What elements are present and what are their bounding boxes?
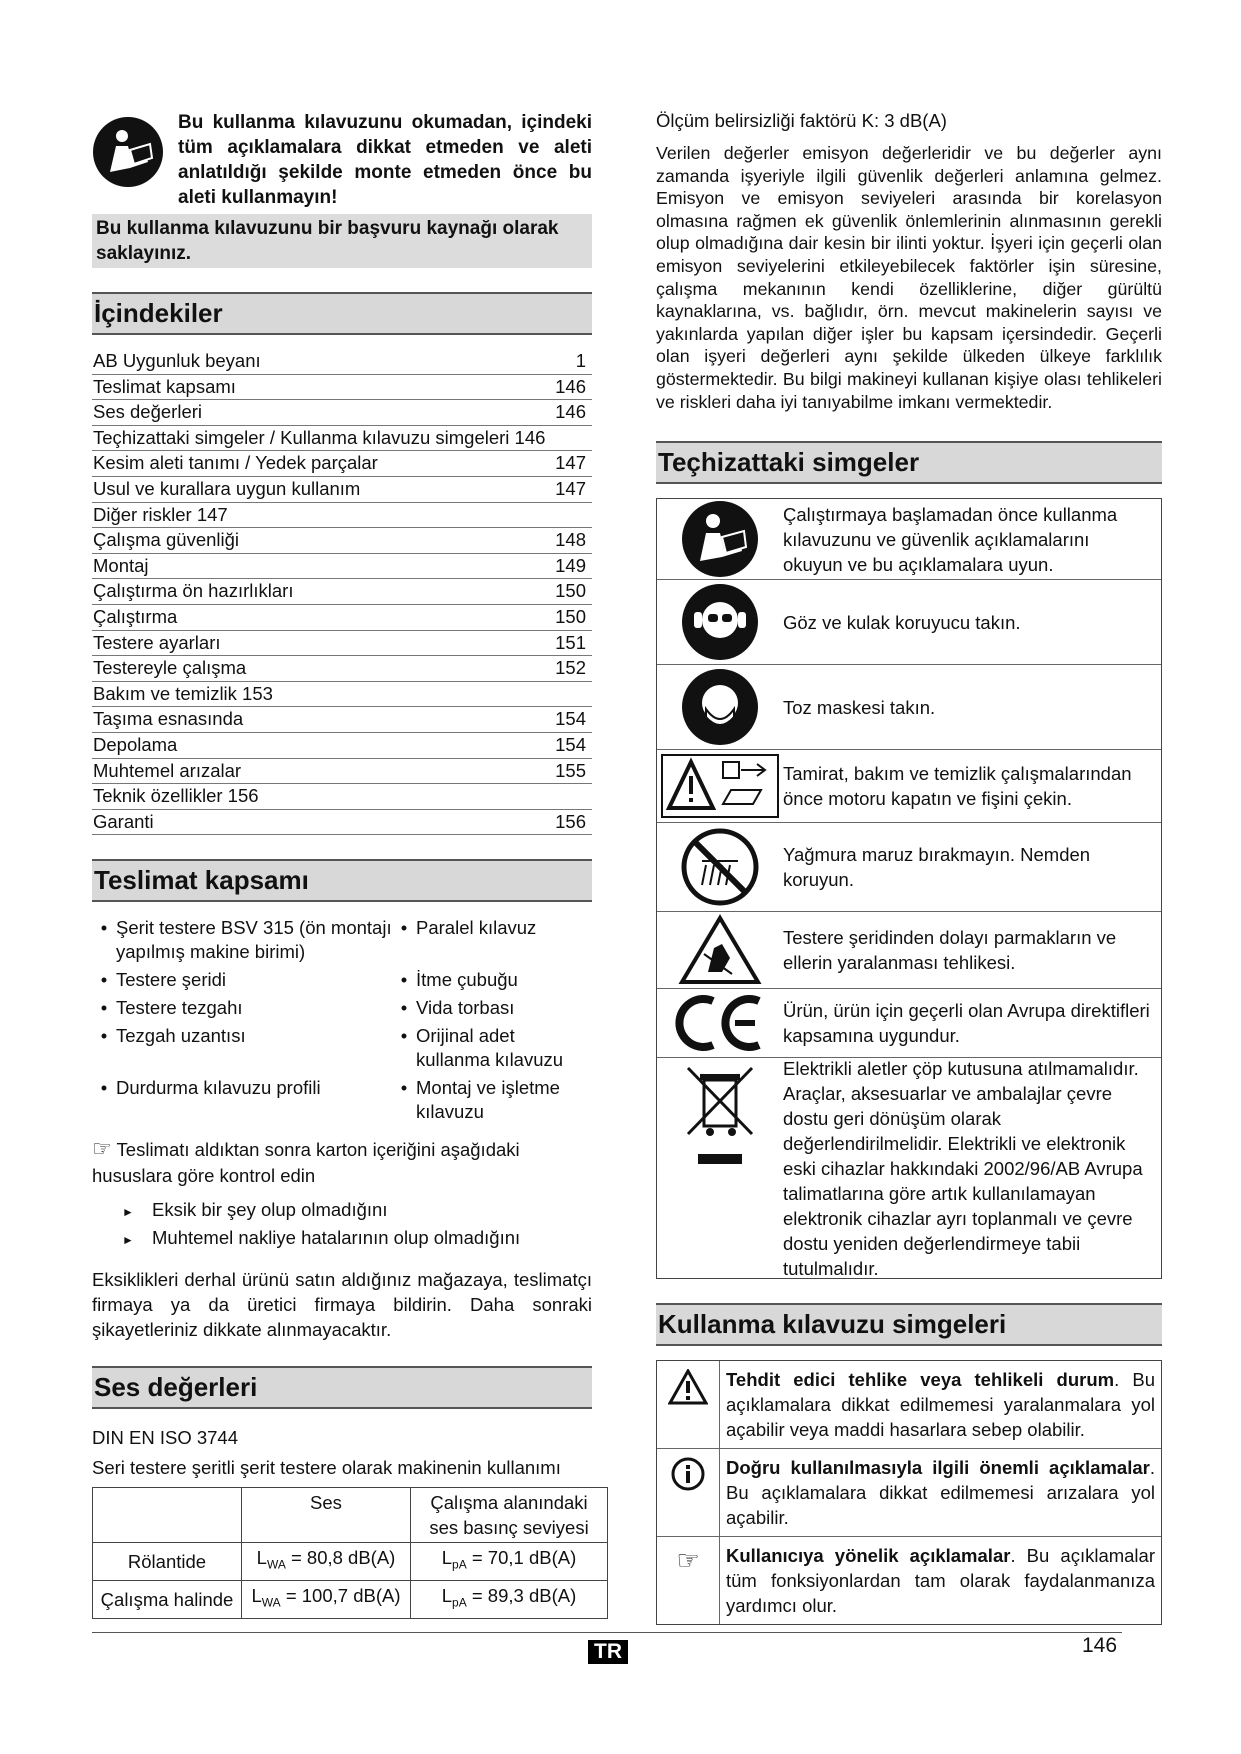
eye-ear-protection-icon <box>680 582 760 662</box>
toc-row <box>92 426 592 452</box>
toc-row <box>92 503 592 529</box>
list-item: • Şerit testere BSV 315 (ön montajı yapılmış makine birimi) <box>100 917 392 963</box>
ce-mark-icon <box>675 993 765 1053</box>
symbol-row <box>657 665 1161 750</box>
toc-page <box>586 682 592 707</box>
toc-page: 147 <box>555 452 586 474</box>
guide-text: Doğru kullanılmasıyla ilgili önemli açıklamalar. Bu açıklamalara dikkat edilmemesi arızalara yol açabilir. <box>726 1457 1155 1529</box>
dust-mask-icon <box>680 667 760 747</box>
toc-page <box>586 503 592 528</box>
sound-heading: Ses değerleri <box>92 1366 592 1409</box>
toc-label: Çalıştırma <box>93 605 178 627</box>
delivery-heading: Teslimat kapsamı <box>92 859 592 902</box>
list-item: • İtme çubuğu <box>400 969 518 991</box>
toc-label: Muhtemel arızalar <box>93 759 242 781</box>
symbol-text: Yağmura maruz bırakmayın. Nemden koruyun. <box>783 844 1091 891</box>
toc-label: Ses değerleri <box>93 401 203 423</box>
table-cell: $L_{WA} = 80,8$ dB(A) <box>242 1543 411 1581</box>
guide-text: Kullanıcıya yönelik açıklamalar. Bu açıklamalar tüm fonksiyonlardan tam olarak faydalanmanıza yardımcı olur. <box>726 1545 1155 1617</box>
list-item: • Paralel kılavuz <box>400 917 537 939</box>
keep-manual-note: Bu kullanma kılavuzunu bir başvuru kaynağı olarak saklayınız. <box>92 214 592 268</box>
table-row <box>93 1543 608 1581</box>
symbol-text: Çalıştırmaya başlamadan önce kullanma kılavuzunu ve güvenlik açıklamalarını okuyun ve bu açıklamalara uyun. <box>783 503 1118 575</box>
toc-label: Usul ve kurallara uygun kullanım <box>93 477 361 499</box>
toc-page: 148 <box>555 529 586 551</box>
sound-usage: Seri testere şeritli şerit testere olarak makinenin kullanımı <box>92 1457 561 1479</box>
toc-row <box>92 528 592 554</box>
toc-label: Diğer riskler 147 <box>93 503 228 525</box>
toc-row <box>92 631 592 657</box>
toc-label: Teçhizattaki simgeler / Kullanma kılavuzu simgeleri 146 <box>93 426 546 448</box>
list-item: • Testere tezgahı <box>100 997 243 1019</box>
list-item: ► Eksik bir şey olup olmadığını <box>122 1197 592 1225</box>
symbol-row <box>657 499 1161 580</box>
toc-label: Çalıştırma ön hazırlıkları <box>93 580 294 602</box>
no-rain-icon <box>680 827 760 907</box>
uncertainty-factor: Ölçüm belirsizliği faktörü K: 3 dB(A) <box>656 110 947 131</box>
toc-row <box>92 605 592 631</box>
symbols-heading: Teçhizattaki simgeler <box>656 441 1162 484</box>
weee-bin-icon <box>680 1062 760 1172</box>
intro-warning <box>92 110 592 210</box>
sound-table <box>92 1487 608 1618</box>
toc-page: 155 <box>555 759 586 781</box>
arrow-bullet-icon: ► <box>122 1233 134 1248</box>
sound-standard: DIN EN ISO 3744 <box>92 1427 239 1449</box>
toc-label: Teknik özellikler 156 <box>93 785 259 807</box>
toc-page: 147 <box>555 477 586 499</box>
symbol-row <box>657 580 1161 665</box>
emission-paragraph: Verilen değerler emisyon değerleridir ve bu değerler aynı zamanda işyeriyle ilgili güvenlik değerleri anlamına gelmez. Emisyon ve emisyon seviyeleri arasında bir korelasyon olmasına rağmen ek güvenlik önlemlerinin alınmasının gerekli olup olmadığına dair kesin bir ilinti yoktur. İşyeri için geçerli olan emisyon seviyelerini etkileyebilecek faktörler işin süresine, çalışma mekanının kendi özelliklerine, diğer gürültü kaynaklarına, vs. bağlıdır, örn. mevcut makinelerin sayısı ve yakınlarda yapılan diğer işler bu kapsam içersindedir. Geçerli olan işyeri değerleri aynı şekilde ülkeden ülkeye farklılık göstermektedir. Bu bilgi makineyi kullanan kişiye olası tehlikeleri ve riskleri daha iyi tanıyabilme imkanı vermektedir. <box>656 143 1162 412</box>
toc-row <box>92 682 592 708</box>
read-manual-icon <box>92 116 164 188</box>
guide-heading: Kullanma kılavuzu simgeleri <box>656 1303 1162 1346</box>
symbol-row <box>657 1058 1161 1278</box>
hand-injury-warning-icon <box>678 914 762 986</box>
toc-page: 154 <box>555 708 586 730</box>
list-item: • Orijinal adet kullanma kılavuzu <box>400 1025 564 1071</box>
toc-label: Depolama <box>93 733 178 755</box>
toc-row <box>92 554 592 580</box>
toc-row <box>92 579 592 605</box>
toc-list <box>92 349 592 835</box>
symbols-table <box>656 498 1162 1279</box>
symbol-row <box>657 750 1161 823</box>
toc-label: Bakım ve temizlik 153 <box>93 682 273 704</box>
symbol-text: Toz maskesi takın. <box>783 696 936 718</box>
list-item: • Testere şeridi <box>100 969 227 991</box>
delivery-paragraph: Eksiklikleri derhal ürünü satın aldığınız mağazaya, teslimatçı firmaya ya da üretici firmaya bildirin. Daha sonraki şikayetleriniz dikkate alınmayacaktır. <box>92 1269 592 1341</box>
toc-row <box>92 451 592 477</box>
guide-row <box>657 1449 1161 1537</box>
toc-label: Kesim aleti tanımı / Yedek parçalar <box>93 452 378 474</box>
list-item: ► Muhtemel nakliye hatalarının olup olmadığını <box>122 1225 592 1253</box>
symbol-text: Göz ve kulak koruyucu takın. <box>783 611 1021 633</box>
pointing-hand-icon: ☞ <box>92 1136 112 1162</box>
symbol-row <box>657 912 1161 989</box>
list-item: • Tezgah uzantısı <box>100 1025 246 1047</box>
toc-label: Garanti <box>93 810 154 832</box>
toc-label: Testereyle çalışma <box>93 657 247 679</box>
toc-page <box>586 426 592 451</box>
right-column <box>656 108 1162 1625</box>
toc-row <box>92 733 592 759</box>
toc-page: 146 <box>555 375 586 397</box>
table-cell: $L_{pA} = 89,3$ dB(A) <box>411 1580 608 1618</box>
guide-row <box>657 1537 1161 1624</box>
table-header: Ses <box>242 1488 411 1543</box>
toc-row <box>92 759 592 785</box>
footer-divider <box>92 1632 1122 1633</box>
symbol-text: Tamirat, bakım ve temizlik çalışmalarından önce motoru kapatın ve fişini çekin. <box>783 763 1132 810</box>
left-column <box>92 110 592 1619</box>
delivery-note: ☞ Teslimatı aldıktan sonra karton içeriğini aşağıdaki hususlara göre kontrol edin <box>92 1136 520 1187</box>
toc-label: Testere ayarları <box>93 631 221 653</box>
toc-page: 150 <box>555 605 586 627</box>
toc-row <box>92 707 592 733</box>
toc-page: 151 <box>555 631 586 653</box>
toc-label: Teslimat kapsamı <box>93 375 236 397</box>
toc-label: Çalışma güvenliği <box>93 529 240 551</box>
toc-page: 152 <box>555 657 586 679</box>
guide-table <box>656 1360 1162 1625</box>
table-header: Çalışma alanındaki ses basınç seviyesi <box>411 1488 608 1543</box>
toc-row <box>92 400 592 426</box>
toc-row <box>92 477 592 503</box>
toc-label: Montaj <box>93 554 149 576</box>
list-item: • Montaj ve işletme kılavuzu <box>400 1077 560 1123</box>
guide-text: Tehdit edici tehlike veya tehlikeli durum. Bu açıklamalara dikkat edilmemesi yaralanmalara yol açabilir veya maddi hasarlara sebep olabilir. <box>726 1369 1155 1441</box>
toc-page: 149 <box>555 554 586 576</box>
symbol-text: Ürün, ürün için geçerli olan Avrupa direktifleri kapsamına uygundur. <box>783 1000 1150 1047</box>
arrow-bullet-icon: ► <box>122 1205 134 1220</box>
page-number: 146 <box>1082 1634 1118 1657</box>
toc-row <box>92 349 592 375</box>
language-badge: TR <box>588 1640 628 1664</box>
check-list <box>122 1197 592 1253</box>
toc-row <box>92 656 592 682</box>
toc-label: Taşıma esnasında <box>93 708 244 730</box>
toc-page: 1 <box>575 350 586 371</box>
symbol-row <box>657 989 1161 1058</box>
unplug-warning-icon <box>661 754 779 818</box>
pointing-hand-icon: ☞ <box>657 1537 720 1624</box>
read-manual-icon <box>680 499 760 579</box>
toc-page: 146 <box>555 401 586 423</box>
symbol-text: Testere şeridinden dolayı parmakların ve ellerin yaralanması tehlikesi. <box>783 927 1117 974</box>
warning-triangle-icon <box>668 1369 708 1405</box>
toc-page: 150 <box>555 580 586 602</box>
toc-page <box>586 784 592 809</box>
table-cell: $L_{WA} = 100,7$ dB(A) <box>242 1580 411 1618</box>
symbol-row <box>657 823 1161 912</box>
list-item: • Durdurma kılavuzu profili <box>100 1077 321 1099</box>
toc-row <box>92 375 592 401</box>
toc-row <box>92 784 592 810</box>
info-icon <box>671 1457 705 1491</box>
table-row <box>93 1488 608 1543</box>
toc-row <box>92 810 592 836</box>
list-item: • Vida torbası <box>400 997 515 1019</box>
intro-warning-text: Bu kullanma kılavuzunu okumadan, içindeki tüm açıklamalara dikkat etmeden ve aleti anlatıldığı şekilde monte etmeden önce bu aleti kullanmayın! <box>178 112 592 208</box>
table-cell: $L_{pA} = 70,1$ dB(A) <box>411 1543 608 1581</box>
table-row <box>93 1580 608 1618</box>
guide-row <box>657 1361 1161 1449</box>
table-cell: Rölantide <box>93 1543 242 1581</box>
toc-heading: İçindekiler <box>92 292 592 335</box>
table-cell: Çalışma halinde <box>93 1580 242 1618</box>
symbol-text: Elektrikli aletler çöp kutusuna atılmamalıdır. Araçlar, aksesuarlar ve ambalajlar çevre dostu geri dönüşüm olarak değerlendirilmelidir. Elektrikli ve elektronik eski cihazlar hakkındaki 2002/96/AB Avrupa talimatlarına göre artık kullanılamayan elektronik cihazlar ayrı toplanmalı ve çevre dostu yeniden değerlendirmeye tabii tutulmalıdır. <box>783 1057 1143 1279</box>
toc-page: 156 <box>555 810 586 832</box>
delivery-list <box>92 916 592 1124</box>
toc-page: 154 <box>555 733 586 755</box>
toc-label: AB Uygunluk beyanı <box>93 350 261 371</box>
